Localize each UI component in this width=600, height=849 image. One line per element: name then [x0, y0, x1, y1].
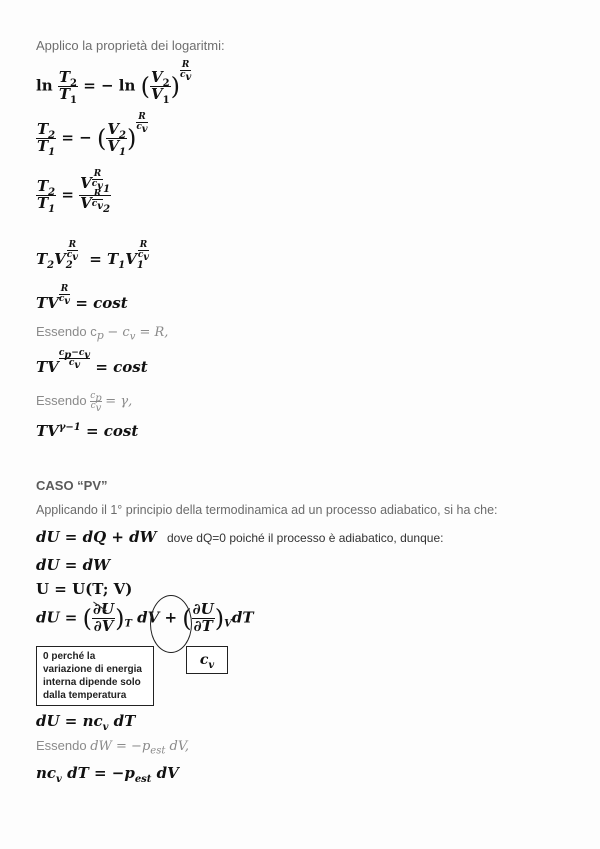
- equation-dU-dW: dU = dW: [36, 556, 110, 574]
- cv-box: $c_v$: [186, 646, 228, 674]
- equation-5: TV $\frac{R}{c_v}$ = cost: [36, 284, 128, 312]
- note-gamma: Essendo $\frac{c_p}{c_v}$ = γ,: [36, 391, 133, 414]
- equation-2: $\frac{T_2}{T_1}$ = − ( $\frac{V_2}{V_1}$ ) $\frac{R}{c_v}$: [37, 112, 148, 158]
- equation-7: $TV^{\gamma-1} = \cos t$: [36, 422, 139, 440]
- box-line-1: 0 perché la: [43, 651, 96, 662]
- equation-U-TV: U = U(T; V): [36, 580, 133, 598]
- note-dW: Essendo dW = $-p_{est}$ dV,: [36, 738, 190, 757]
- equation-dU-ncv: dU = $nc_v$ dT: [36, 712, 136, 733]
- note-cp-cv: Essendo $c_p - c_v = R$,: [36, 324, 169, 343]
- equation-dU-first: dU = dQ + dW dove dQ=0 poiché il processo è adiabatico, dunque:: [36, 528, 444, 546]
- note-cp-cv-text: Essendo c: [36, 324, 97, 339]
- circle-annotation: [150, 595, 192, 653]
- equation-final: $nc_v$ dT = $-p_{est}$ dV: [36, 764, 179, 785]
- equation-6: TV $\frac{c_p-c_v}{c_v}$ = cost: [36, 348, 148, 376]
- box-line-2: variazione di energia: [43, 664, 142, 675]
- annotation-box: [36, 646, 154, 706]
- cv-label: c: [199, 652, 209, 668]
- cost-label: cost: [93, 294, 128, 312]
- box-line-3: interna dipende solo: [43, 677, 141, 688]
- equation-dU-partials: dU = ( $\frac{\partial U}{\partial V}$ )$_T$ dV + ( $\frac{\partial U}{\partial T}$ )$_VdT$: [36, 600, 254, 635]
- note-gamma-text: Essendo: [36, 392, 87, 408]
- dU-note: dove dQ=0 poiché il processo è adiabatico, dunque:: [166, 531, 444, 545]
- box-line-4: dalla temperatura: [43, 690, 127, 701]
- section2-intro: Applicando il 1° principio della termodinamica ad un processo adiabatico, si ha che:: [36, 503, 498, 517]
- equation-1: ln $\frac{T_2}{T_1}$ = − ln ( $\frac{V_2}{V_1}$ ) $\frac{R}{c_v}$: [36, 60, 192, 106]
- intro-text: Applico la proprietà dei logaritmi:: [36, 38, 225, 53]
- equation-3: $\frac{T_2}{T_1}$ = V $\frac{R}{c_v}$ $_1$ V $\frac{R}{c_v}$ $_2$: [37, 169, 111, 215]
- note-dW-text: Essendo: [36, 738, 87, 753]
- equation-4: $T_2V_2$ $\frac{R}{c_v}$ = $T_1V_1$ $\frac{R}{c_v}$: [36, 240, 150, 271]
- section-title: CASO “PV”: [36, 478, 108, 493]
